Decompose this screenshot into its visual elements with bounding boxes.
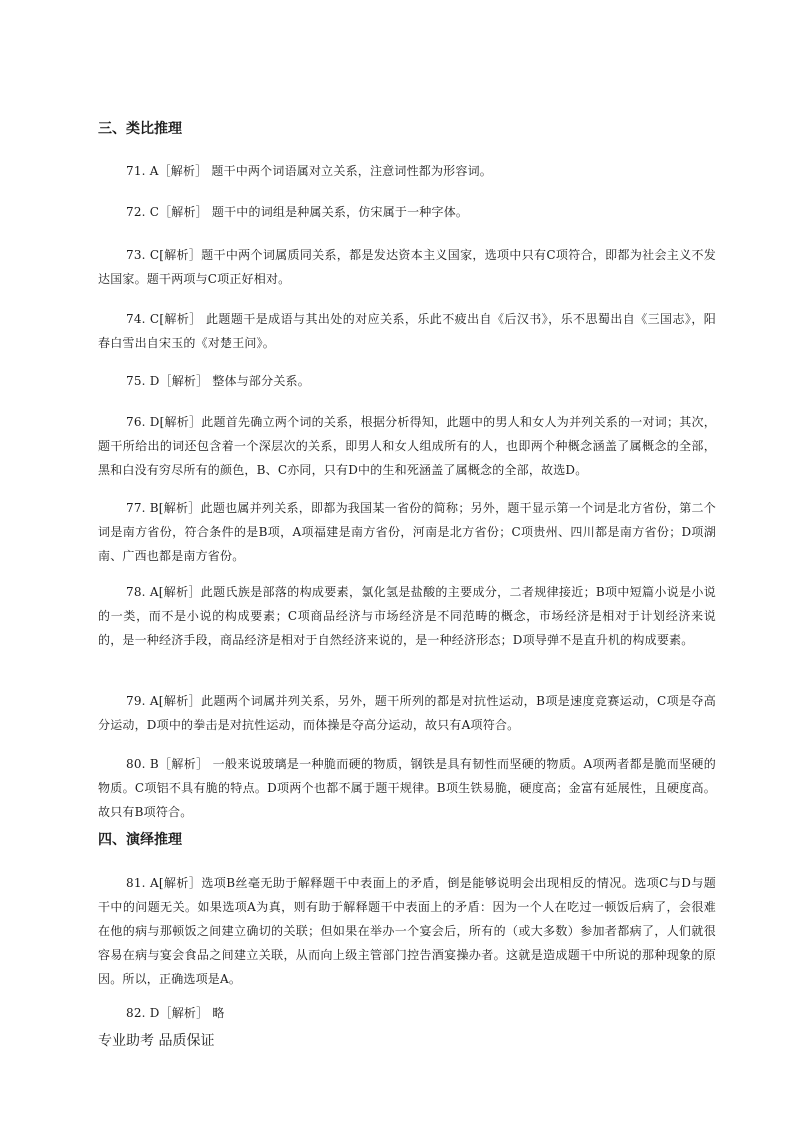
page-footer: 专业助考 品质保证 [98, 1033, 215, 1049]
answer-item-75: 75. D［解析］ 整体与部分关系。 [126, 374, 310, 388]
answer-item-81: 81. A[解析］选项B丝毫无助于解释题干中表面上的矛盾，倒是能够说明会出现相反的情况。选项C与D与题干中的问题无关。如果选项A为真，则有助于解释题干中表面上的矛盾：因为一个人在吃过一顿饭后病了，会很难在他的病与那顿饭之间建立确切的关联；但如果在举办一个宴会后，所有的（或大多数）参加者都病了，人们就很容易在病与宴会食品之间建立关联，从而向上级主管部门控告酒宴操办者。这就是造成题干中所说的那种现象的原因。所以，正确选项是A。 [98, 876, 716, 986]
answer-item-77: 77. B[解析］此题也属并列关系，即都为我国某一省份的简称；另外，题干显示第一个词是北方省份，第二个词是南方省份，符合条件的是B项，A项福建是南方省份，河南是北方省份；C项贵州、四川都是南方省份；D项湖南、广西也都是南方省份。 [98, 501, 716, 563]
answer-item-82: 82. D［解析］ 略 [126, 1006, 225, 1020]
section-heading-deduction: 四、演绎推理 [98, 832, 182, 848]
answer-item-78: 78. A[解析］此题氏族是部落的构成要素，氯化氢是盐酸的主要成分，二者规律接近；B项中短篇小说是小说的一类，而不是小说的构成要素；C项商品经济与市场经济是不同范畴的概念，市场经济是相对于计划经济来说的，是一种经济手段，商品经济是相对于自然经济来说的，是一种经济形态；D项导弹不是直升机的构成要素。 [98, 585, 716, 647]
answer-item-79: 79. A[解析］此题两个词属并列关系，另外，题干所列的都是对抗性运动，B项是速度竞赛运动，C项是夺高分运动，D项中的拳击是对抗性运动，而体操是夺高分运动，故只有A项符合。 [98, 694, 716, 732]
answer-item-72: 72. C［解析］ 题干中的词组是种属关系，仿宋属于一种字体。 [126, 205, 469, 219]
answer-item-71: 71. A［解析］ 题干中两个词语属对立关系，注意词性都为形容词。 [126, 164, 492, 178]
answer-item-73: 73. C[解析］题干中两个词属质同关系，都是发达资本主义国家，选项中只有C项符合，即都为社会主义不发达国家。题干两项与C项正好相对。 [98, 248, 716, 286]
section-heading-analogy: 三、类比推理 [98, 121, 182, 137]
answer-item-74: 74. C[解析］ 此题题干是成语与其出处的对应关系，乐此不疲出自《后汉书》，乐不思蜀出自《三国志》，阳春白雪出自宋玉的《对楚王问》。 [98, 312, 716, 350]
answer-item-76: 76. D[解析］此题首先确立两个词的关系，根据分析得知，此题中的男人和女人为并列关系的一对词；其次，题干所给出的词还包含着一个深层次的关系，即男人和女人组成所有的人，也即两个种概念涵盖了属概念的全部，黑和白没有穷尽所有的颜色，B、C亦同，只有D中的生和死涵盖了属概念的全部，故选D。 [98, 415, 716, 477]
answer-item-80: 80. B［解析］ 一般来说玻璃是一种脆而硬的物质，钢铁是具有韧性而坚硬的物质。A项两者都是脆而坚硬的物质。C项铝不具有脆的特点。D项两个也都不属于题干规律。B项生铁易脆，硬度高；金富有延展性，且硬度高。故只有B项符合。 [98, 757, 716, 819]
